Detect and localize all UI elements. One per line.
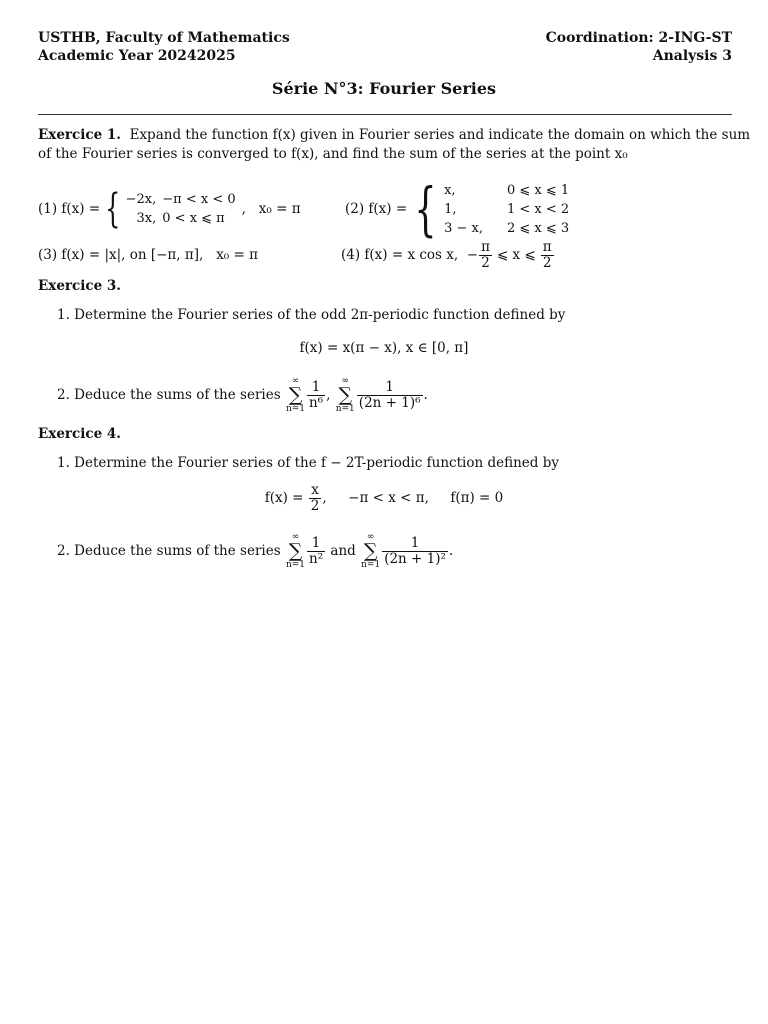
item2-cases [444, 181, 575, 238]
ex1-item4 [341, 238, 555, 272]
fraction [382, 536, 448, 565]
left-brace-icon: { [105, 186, 121, 232]
ex1-item3: (3) f(x) = |x|, on [−π, π], x₀ = π [38, 247, 258, 263]
fraction-num: x [309, 483, 322, 498]
sigma-icon: ∑ [338, 383, 353, 406]
case-row [444, 219, 575, 238]
ex4-label: Exercice 4. [38, 426, 121, 442]
case-expr: 3 − x, [444, 220, 483, 236]
ex4-q2-text: 2. Deduce the sums of the series [57, 542, 281, 559]
period: . [423, 386, 428, 403]
ex3-q1: 1. Determine the Fourier series of the odd 2π-periodic function defined by [57, 307, 566, 323]
fraction-den: (2n + 1)² [384, 550, 446, 567]
fraction-num: 1 [307, 380, 325, 395]
item4-lhs: (4) f(x) = x cos x, − [341, 247, 479, 263]
ex4-formula [0, 480, 768, 516]
sum-upper: ∞ [366, 531, 375, 542]
fraction-den: n⁶ [309, 394, 324, 411]
case-cond: −π < x < 0 [162, 192, 236, 207]
fraction [307, 380, 325, 409]
sum-lower: n=1 [335, 403, 355, 414]
ex3-q2-text: 2. Deduce the sums of the series [57, 386, 281, 403]
formula-lhs: f(x) = [264, 490, 304, 506]
sum-symbol [286, 533, 305, 570]
sigma-icon: ∑ [288, 539, 303, 562]
case-cond: 2 ⩽ x ⩽ 3 [506, 220, 570, 236]
fraction-num: 1 [307, 536, 325, 551]
item1-lhs: (1) f(x) = [38, 201, 101, 217]
ex1-item2 [345, 175, 575, 243]
case-cond: 0 ⩽ x ⩽ 1 [506, 182, 570, 198]
fraction-den: 2 [542, 254, 552, 271]
item2-lhs: (2) f(x) = [345, 201, 408, 217]
case-expr: 1, [444, 201, 457, 217]
sigma-icon: ∑ [363, 539, 378, 562]
sum-symbol [286, 377, 305, 414]
sum-lower: n=1 [285, 559, 306, 570]
fraction-num: π [481, 239, 490, 256]
sum-symbol [336, 377, 355, 414]
page-title: Série N°3: Fourier Series [271, 79, 497, 98]
case-cond: 1 < x < 2 [506, 201, 570, 217]
case-cond: 0 < x ⩽ π [162, 211, 225, 226]
coordination: Coordination: 2-ING-ST [545, 30, 732, 46]
course-name: Analysis 3 [652, 48, 732, 64]
institution-name: USTHB, Faculty of Mathematics [38, 30, 290, 46]
ex1-text-line2: of the Fourier series is converged to f(x), and find the sum of the series at the point x₀ [38, 146, 628, 162]
case-expr: 3x, [136, 211, 157, 226]
sum-upper: ∞ [291, 375, 300, 386]
sum-upper: ∞ [291, 531, 300, 542]
sum-symbol [361, 533, 380, 570]
formula-rhs: , −π < x < π, f(π) = 0 [322, 490, 504, 506]
case-row [126, 190, 242, 209]
ex1-label: Exercice 1. [38, 127, 121, 143]
fraction-den: 2 [481, 254, 490, 271]
ex1-item1 [38, 185, 301, 233]
fraction-num: 1 [382, 536, 448, 551]
fraction-den: n² [309, 550, 324, 567]
ex4-q2 [57, 528, 453, 574]
ex1-text-line1: Expand the function f(x) given in Fourier series and indicate the domain on which the sum [129, 127, 751, 143]
neg-pi-over-2 [479, 240, 492, 269]
item1-tail: , x₀ = π [241, 201, 301, 217]
sum-upper: ∞ [341, 375, 349, 386]
sum-lower: n=1 [285, 403, 306, 414]
fraction [307, 536, 325, 565]
title-divider [38, 114, 732, 115]
fraction-num: 1 [357, 380, 423, 395]
left-brace-icon: { [414, 175, 437, 243]
ex3-formula: f(x) = x(π − x), x ∈ [0, π] [299, 340, 469, 356]
fraction [309, 483, 322, 512]
case-row [444, 200, 575, 219]
pi-over-2 [541, 240, 554, 269]
case-row [126, 209, 242, 228]
ex3-label: Exercice 3. [38, 278, 121, 294]
case-row [444, 181, 575, 200]
period: . [448, 542, 454, 559]
and-word: and [330, 542, 356, 559]
academic-year: Academic Year 20242025 [38, 48, 236, 64]
ex1-line1 [38, 126, 750, 145]
item4-mid: ⩽ x ⩽ [496, 247, 536, 263]
fraction-den: 2 [310, 497, 320, 514]
ex3-q2 [57, 372, 428, 418]
fraction-den: (2n + 1)⁶ [358, 394, 421, 411]
sum-lower: n=1 [361, 559, 381, 570]
ex4-q1: 1. Determine the Fourier series of the f − 2T-periodic function defined by [57, 455, 559, 471]
comma: , [326, 386, 331, 403]
item1-cases [126, 190, 242, 228]
fraction-num: π [542, 239, 552, 256]
fraction [357, 380, 423, 409]
case-expr: −2x, [125, 192, 157, 207]
case-expr: x, [444, 182, 456, 198]
sigma-icon: ∑ [288, 383, 303, 406]
